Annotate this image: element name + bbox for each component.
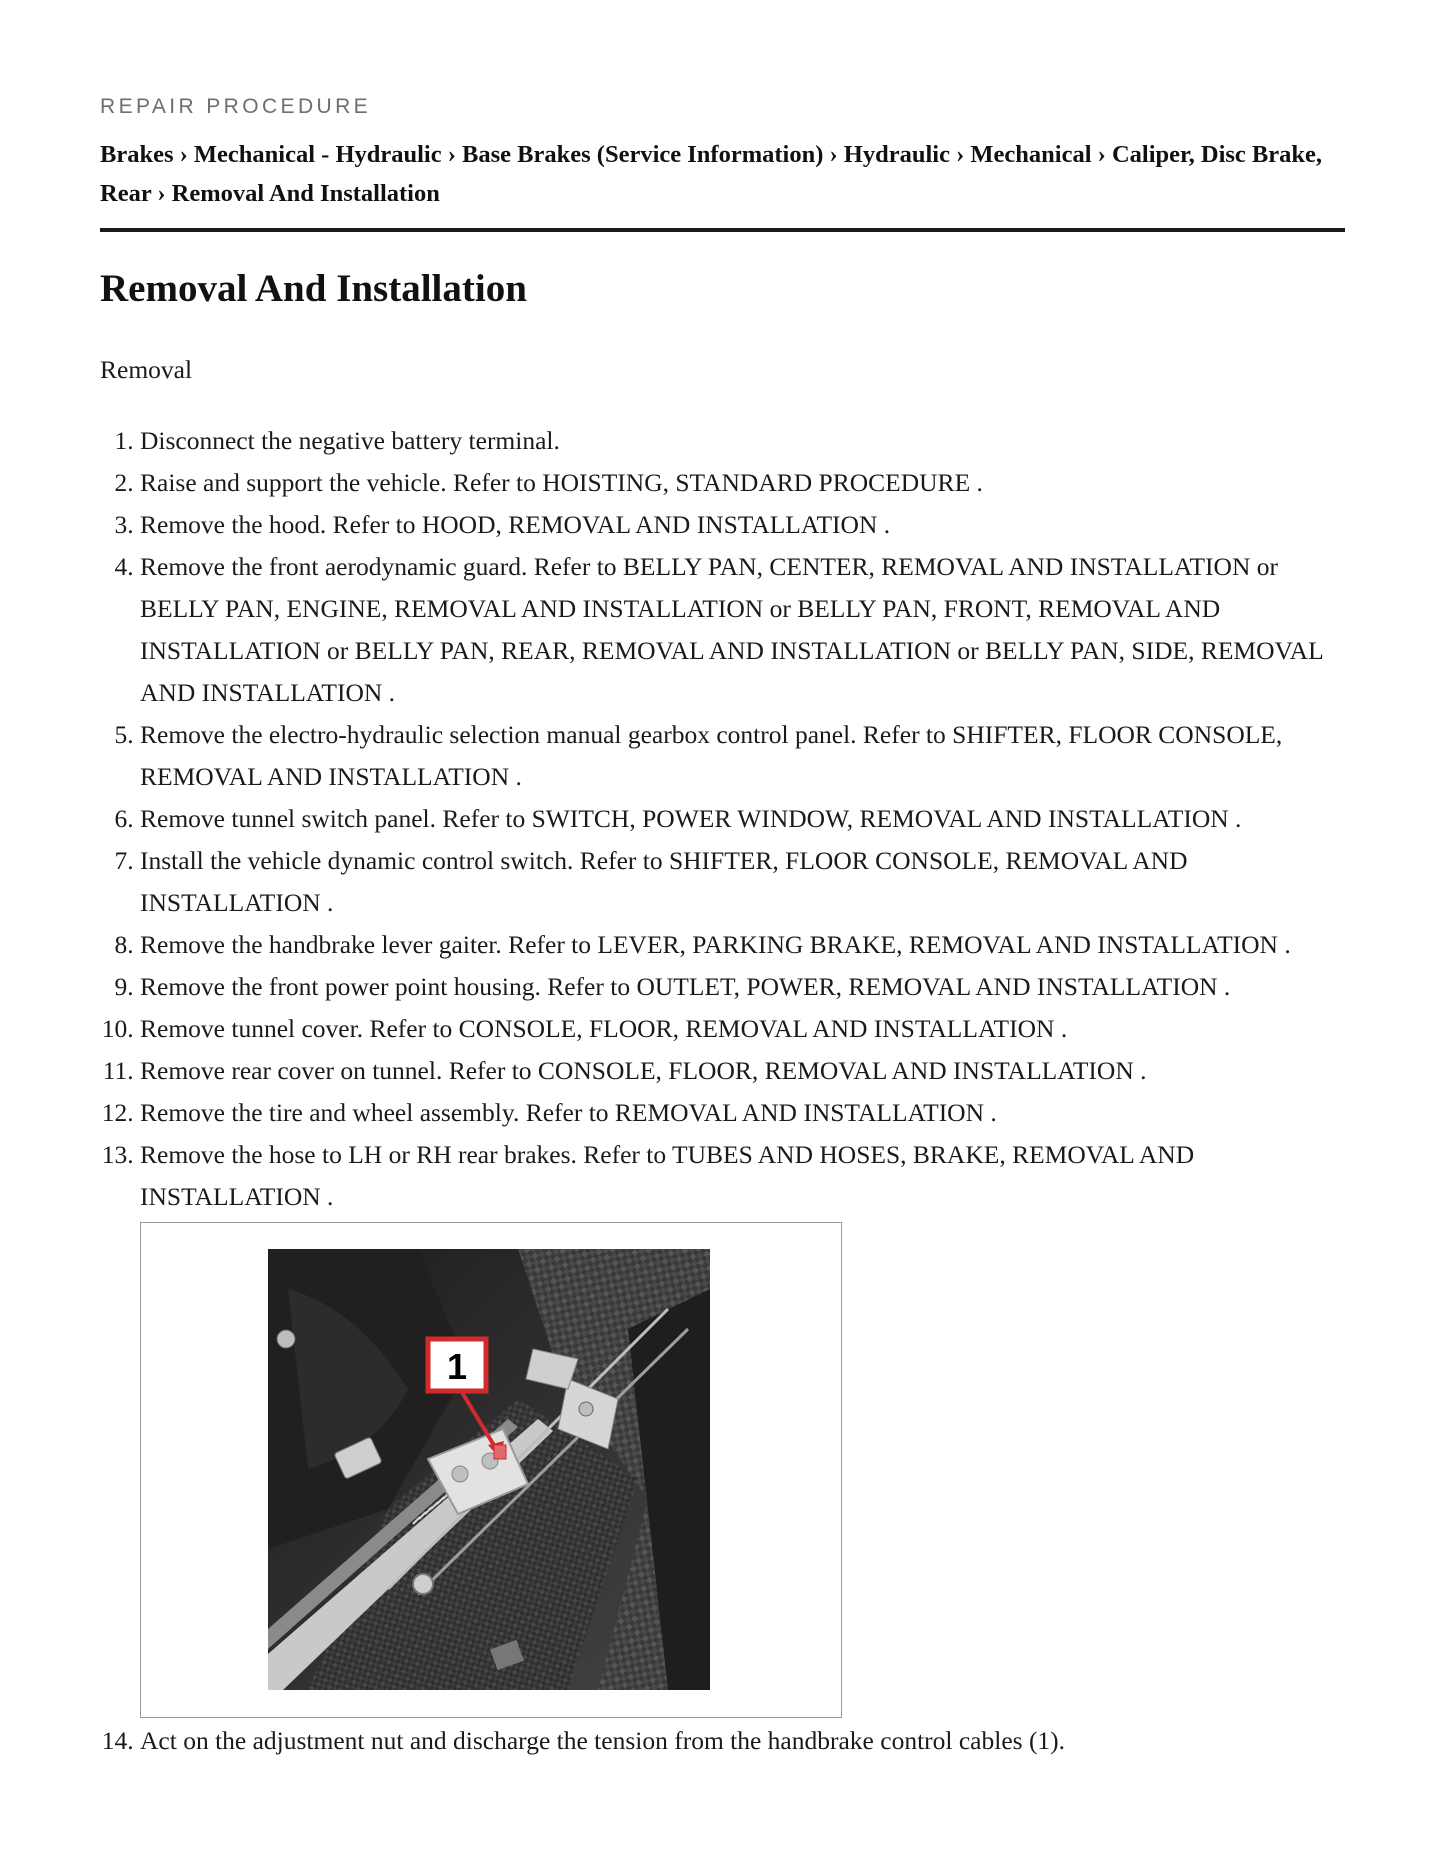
step-13-text: Remove the hose to LH or RH rear brakes. Refer to TUBES AND HOSES, BRAKE, REMOVAL AND INSTALLATION . — [140, 1140, 1195, 1211]
step-7: 7. Install the vehicle dynamic control switch. Refer to SHIFTER, FLOOR CONSOLE, REMOVAL AND INSTALLATION . — [140, 840, 1345, 924]
step-11: 11. Remove rear cover on tunnel. Refer to CONSOLE, FLOOR, REMOVAL AND INSTALLATION . — [140, 1050, 1345, 1092]
step-5: 5. Remove the electro-hydraulic selection manual gearbox control panel. Refer to SHIFTER, FLOOR CONSOLE, REMOVAL AND INSTALLATION . — [140, 714, 1345, 798]
section-label-removal: Removal — [100, 355, 193, 384]
breadcrumb-item-mechanical-hydraulic[interactable]: Mechanical - Hydraulic — [193, 141, 442, 168]
breadcrumb-item-caliper[interactable]: Caliper, Disc Brake, Rear — [100, 141, 1322, 207]
breadcrumb-separator: › — [829, 141, 838, 168]
breadcrumb-separator: › — [447, 141, 456, 168]
breadcrumb-separator: › — [157, 180, 166, 207]
procedure-steps — [100, 420, 1345, 1762]
step-6: 6. Remove tunnel switch panel. Refer to SWITCH, POWER WINDOW, REMOVAL AND INSTALLATION . — [140, 798, 1345, 840]
breadcrumb-item-current[interactable]: Removal And Installation — [171, 180, 440, 207]
figure-frame — [140, 1222, 842, 1718]
breadcrumb — [100, 135, 1345, 213]
breadcrumb-separator: › — [1097, 141, 1106, 168]
step-14: 14. Act on the adjustment nut and discharge the tension from the handbrake control cables (1). — [140, 1720, 1345, 1762]
callout-number-1: 1 — [446, 1346, 468, 1387]
breadcrumb-separator: › — [956, 141, 965, 168]
header-divider — [100, 228, 1345, 232]
step-10: 10. Remove tunnel cover. Refer to CONSOLE, FLOOR, REMOVAL AND INSTALLATION . — [140, 1008, 1345, 1050]
procedure-type-label: REPAIR PROCEDURE — [100, 95, 372, 118]
step-2: 2. Raise and support the vehicle. Refer to HOISTING, STANDARD PROCEDURE . — [140, 462, 1345, 504]
breadcrumb-item-base-brakes[interactable]: Base Brakes (Service Information) — [462, 141, 824, 168]
step-3: 3. Remove the hood. Refer to HOOD, REMOVAL AND INSTALLATION . — [140, 504, 1345, 546]
step-12: 12. Remove the tire and wheel assembly. Refer to REMOVAL AND INSTALLATION . — [140, 1092, 1345, 1134]
breadcrumb-item-brakes[interactable]: Brakes — [100, 141, 174, 168]
breadcrumb-item-mechanical[interactable]: Mechanical — [970, 141, 1092, 168]
step-8: 8. Remove the handbrake lever gaiter. Refer to LEVER, PARKING BRAKE, REMOVAL AND INSTALLATION . — [140, 924, 1345, 966]
step-1: 1. Disconnect the negative battery terminal. — [140, 420, 1345, 462]
breadcrumb-item-hydraulic[interactable]: Hydraulic — [843, 141, 950, 168]
page-title: Removal And Installation — [100, 267, 527, 310]
step-13 — [140, 1134, 1345, 1718]
step-9: 9. Remove the front power point housing. Refer to OUTLET, POWER, REMOVAL AND INSTALLATION . — [140, 966, 1345, 1008]
breadcrumb-separator: › — [179, 141, 188, 168]
handbrake-cable-photo — [268, 1249, 710, 1690]
step-4: 4. Remove the front aerodynamic guard. Refer to BELLY PAN, CENTER, REMOVAL AND INSTALLATION or BELLY PAN, ENGINE, REMOVAL AND INSTALLATION or BELLY PAN, FRONT, REMOVAL AND INSTALLATION or BELLY PAN, REAR, REMOVAL AND INSTALLATION or BELLY PAN, SIDE, REMOVAL AND INSTALLATION . — [140, 546, 1345, 714]
